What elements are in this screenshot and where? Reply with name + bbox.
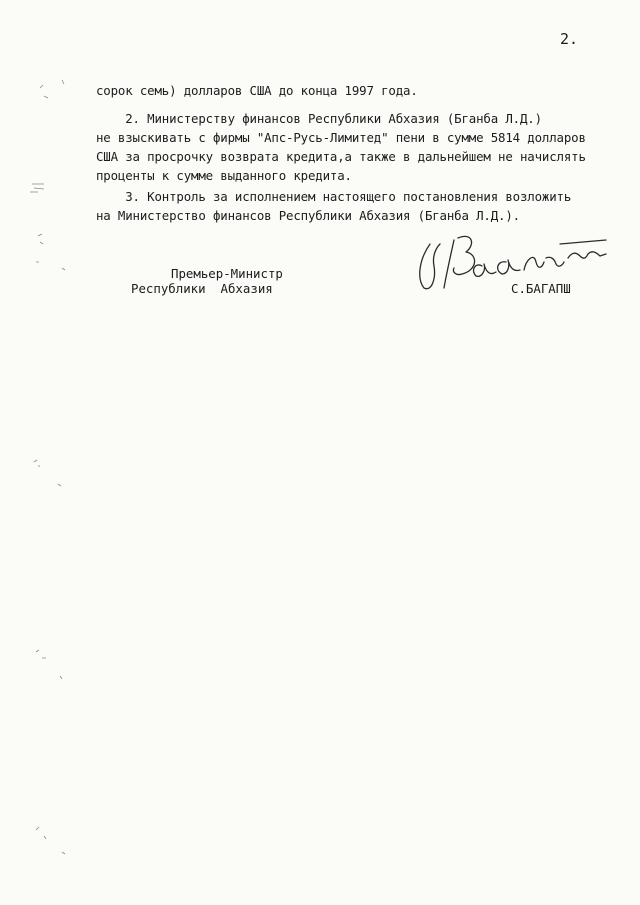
body-line-6: 3. Контроль за исполнением настоящего постановления возложить bbox=[96, 189, 572, 204]
page-number: 2. bbox=[560, 30, 579, 48]
signatory-name: С.БАГАПШ bbox=[511, 281, 571, 296]
handwritten-signature bbox=[410, 222, 620, 302]
body-line-3: не взыскивать с фирмы "Апс-Русь-Лимитед" пени в сумме 5814 долларов bbox=[96, 130, 586, 145]
signatory-position-line2: Республики Абхазия bbox=[131, 281, 273, 296]
body-line-4: США за просрочку возврата кредита,а также в дальнейшем не начислять bbox=[96, 149, 586, 164]
signatory-position-line1: Премьер-Министр bbox=[171, 266, 283, 281]
body-line-7: на Министерство финансов Республики Абхазия (Бганба Л.Д.). bbox=[96, 208, 520, 223]
body-line-1: сорок семь) долларов США до конца 1997 года. bbox=[96, 83, 418, 98]
body-line-2: 2. Министерству финансов Республики Абхазия (Бганба Л.Д.) bbox=[96, 111, 542, 126]
body-line-5: проценты к сумме выданного кредита. bbox=[96, 168, 352, 183]
